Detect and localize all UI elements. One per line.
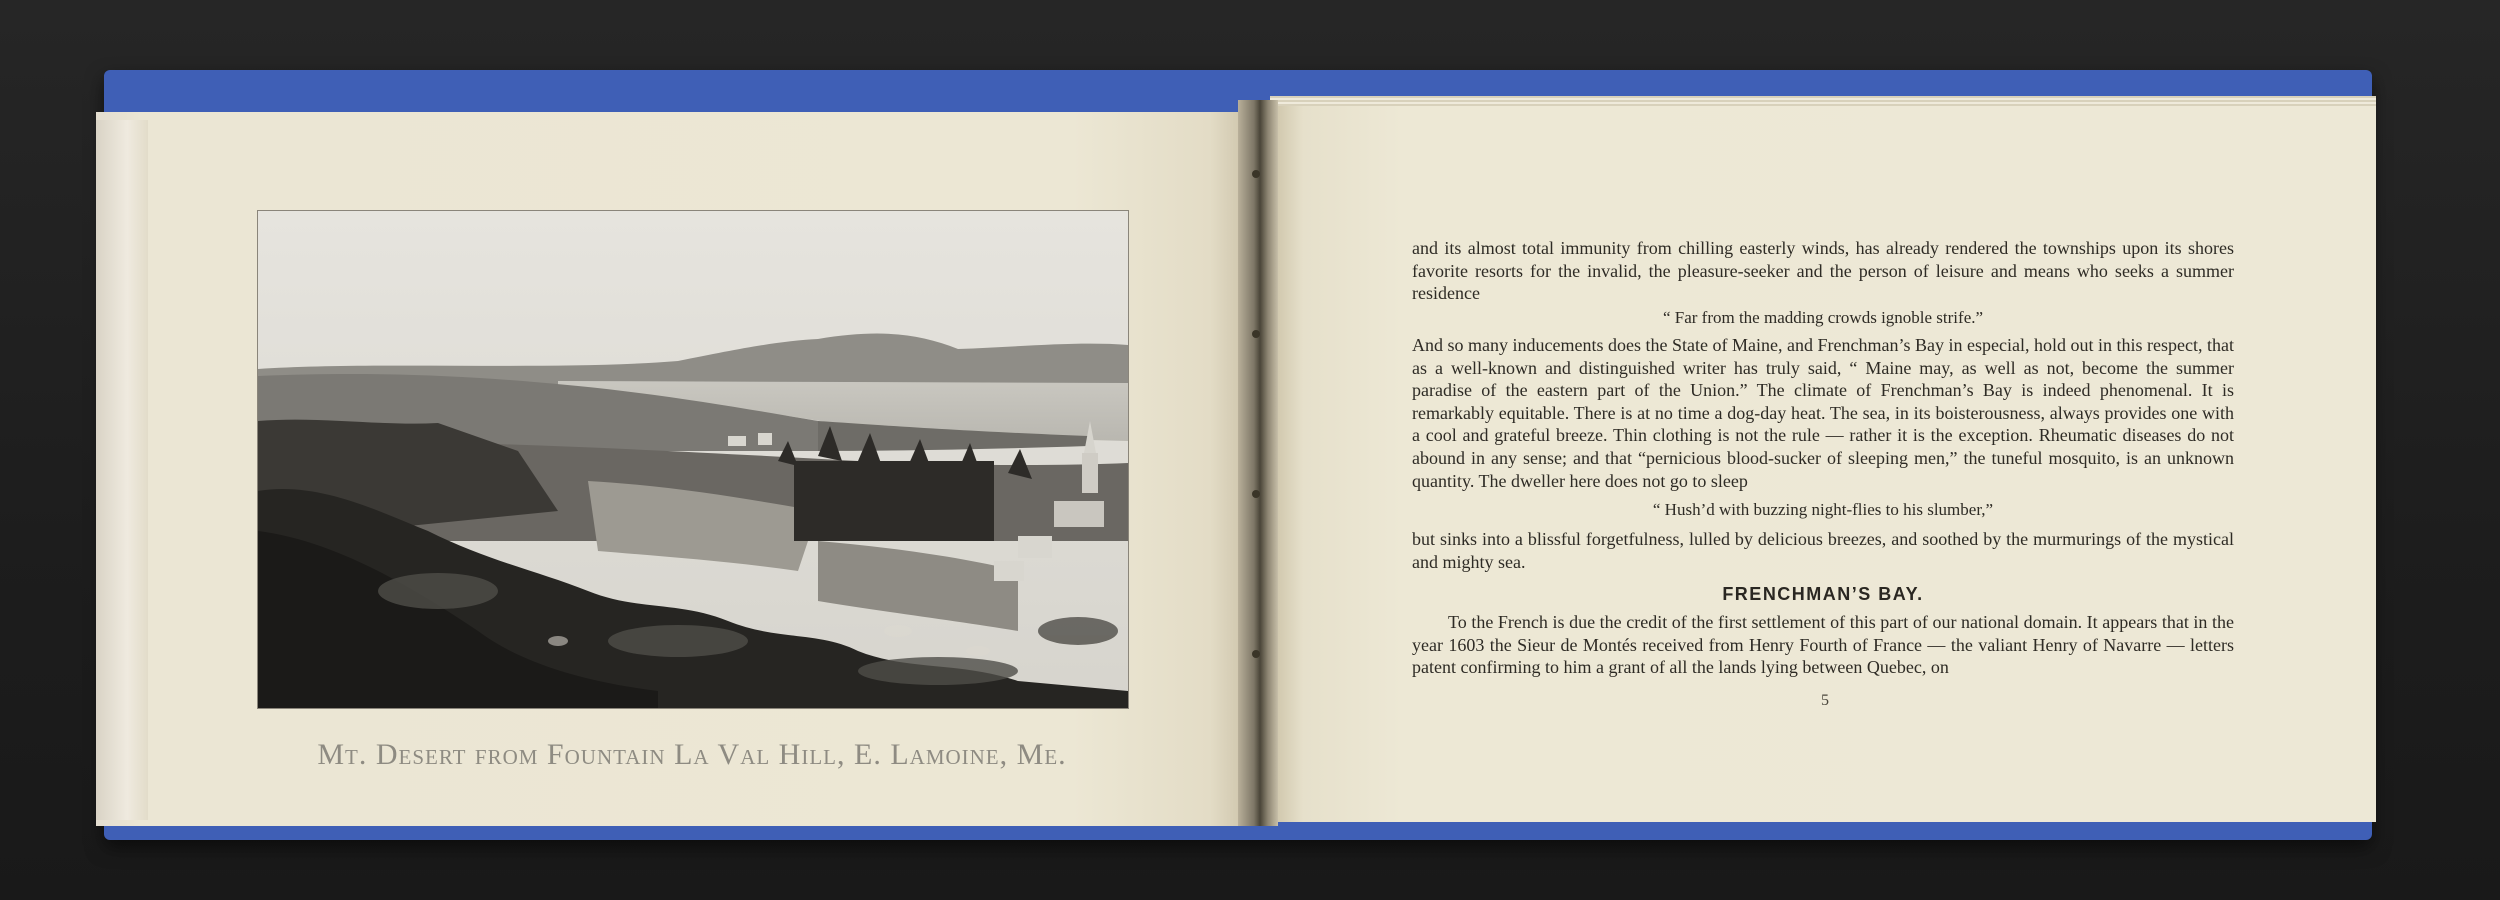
left-page-edge: [96, 120, 148, 820]
paragraph-1: and its almost total immunity from chilling easterly winds, has already rendered the townships upon its shores favorite resorts for the invalid, the pleasure-seeker and the person of leisure and means who seeks a summer residence: [1412, 238, 2234, 304]
photo-caption: Mt. Desert from Fountain La Val Hill, E. Lamoine, Me.: [317, 738, 1067, 771]
quote-1: “ Far from the madding crowds ignoble strife.”: [1662, 308, 1984, 327]
page-number: 5: [1821, 692, 1829, 709]
binding-stitch: [1252, 490, 1260, 498]
paragraph-4: To the French is due the credit of the first settlement of this part of our national domain. It appears that in the year 1603 the Sieur de Montés received from Henry Fourth of France — the valiant Henry of Navarre — letters patent confirming to him a grant of all the lands lying between Quebec, on: [1412, 612, 2234, 678]
landscape-photograph: [257, 210, 1129, 709]
binding-stitch: [1252, 650, 1260, 658]
book-gutter: [1238, 100, 1278, 826]
quote-2: “ Hush’d with buzzing night-flies to his slumber,”: [1652, 500, 1994, 519]
section-heading: FRENCHMAN’S BAY.: [1722, 584, 1924, 604]
binding-stitch: [1252, 170, 1260, 178]
binding-stitch: [1252, 330, 1260, 338]
paragraph-3: but sinks into a blissful forgetfulness, lulled by delicious breezes, and soothed by the murmurings of the mystical and mighty sea.: [1412, 529, 2234, 572]
paragraph-2: And so many inducements does the State of Maine, and Frenchman’s Bay in especial, hold out in this respect, that as a well-known and distinguished writer has truly said, “ Maine may, as well as not, become the summer paradise of the eastern part of the Union.” The climate of Frenchman’s Bay is indeed phenomenal. It is remarkably equitable. There is at no time a dog-day heat. The sea, in its boisterousness, always provides one with a cool and grateful breeze. Thin clothing is not the rule — rather it is the exception. Rheumatic diseases do not abound in any sense; and that “pernicious blood-sucker of sleeping men,” the tuneful mosquito, is an unknown quantity. The dweller here does not go to sleep: [1412, 335, 2234, 491]
